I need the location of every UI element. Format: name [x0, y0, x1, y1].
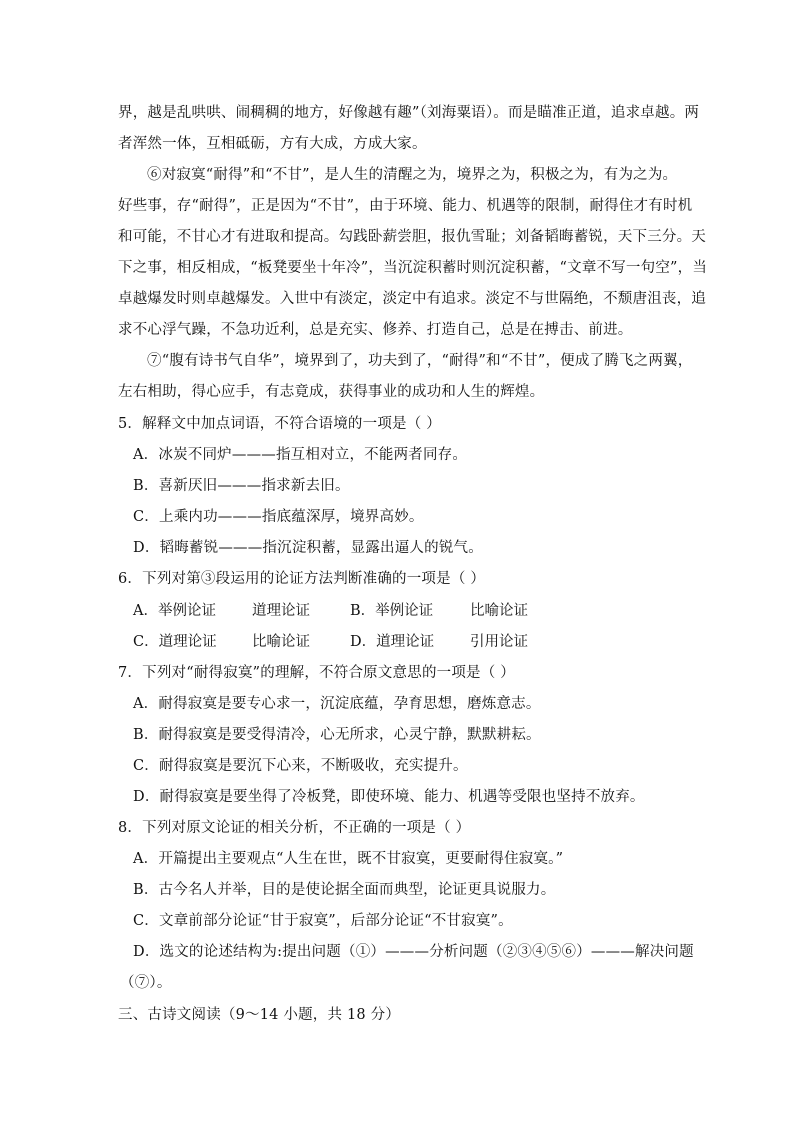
question-8-stem: 8．下列对原文论证的相关分析，不正确的一项是（ ） — [118, 820, 471, 836]
question-5-option-d: D．韬晦蓄锐———指沉淀积蓄，显露出逼人的锐气。 — [133, 540, 483, 556]
paragraph-6-start: ⑥对寂寞“耐得”和“不甘”，是人生的清醒之为，境界之为，积极之为，有为之为。 — [147, 167, 678, 183]
question-7-option-d: D．耐得寂寞是要坐得了冷板凳，即使环境、能力、机遇等受限也坚持不放弃。 — [133, 789, 645, 805]
passage-line: 左右相助，得心应手，有志竟成，获得事业的成功和人生的辉煌。 — [118, 384, 545, 400]
question-6-option-c-second: 比喻论证 — [252, 634, 310, 650]
question-8-option-d: D．选文的论述结构为:提出问题（①）———分析问题（②③④⑤⑥）———解决问题 — [133, 944, 694, 960]
question-8-option-d-continued: （⑦）。 — [120, 975, 172, 991]
section-heading: 三、古诗文阅读（9～14 小题，共 18 分） — [118, 1007, 401, 1023]
question-7-option-b: B．耐得寂寞是要受得清冷，心无所求，心灵宁静，默默耕耘。 — [133, 727, 541, 743]
question-7-option-c: C．耐得寂寞是要沉下心来，不断吸收，充实提升。 — [133, 758, 468, 774]
passage-line: 卓越爆发时则卓越爆发。入世中有淡定，淡定中有追求。淡定不与世隔绝，不颓唐沮丧，追 — [118, 291, 706, 307]
question-8-option-a: A．开篇提出主要观点“人生在世，既不甘寂寞，更要耐得住寂寞。” — [133, 851, 564, 867]
passage-line: 好些事，存“耐得”，正是因为“不甘”，由于环境、能力、机遇等的限制，耐得住才有时机 — [118, 198, 693, 214]
question-5-option-b: B．喜新厌旧———指求新去旧。 — [133, 478, 350, 494]
question-7-stem: 7．下列对“耐得寂寞”的理解，不符合原文意思的一项是（ ） — [118, 665, 515, 681]
question-6-option-a: A．举例论证 — [133, 603, 216, 619]
question-5-option-c: C．上乘内功———指底蕴深厚，境界高妙。 — [133, 509, 424, 525]
question-8-option-b: B．古今名人并举，目的是使论据全面而典型，论证更具说服力。 — [133, 882, 556, 898]
question-6-option-d: D．道理论证 — [350, 634, 435, 650]
question-6-option-b: B．举例论证 — [350, 603, 434, 619]
passage-line: 界，越是乱哄哄、闹稠稠的地方，好像越有趣”（刘海粟语）。而是瞄准正道，追求卓越。两 — [118, 105, 700, 121]
question-6-option-d-second: 引用论证 — [470, 634, 528, 650]
question-6-option-a-second: 道理论证 — [252, 603, 310, 619]
question-7-option-a: A．耐得寂寞是要专心求一，沉淀底蕴，孕育思想，磨炼意志。 — [133, 696, 541, 712]
paragraph-7-start: ⑦“腹有诗书气自华”，境界到了，功夫到了，“耐得”和“不甘”，便成了腾飞之两翼， — [147, 353, 693, 369]
question-6-option-c: C．道理论证 — [133, 634, 217, 650]
question-6-option-b-second: 比喻论证 — [470, 603, 528, 619]
question-5-stem: 5．解释文中加点词语，不符合语境的一项是（ ） — [118, 416, 441, 432]
question-5-option-a: A．冰炭不同炉———指互相对立，不能两者同存。 — [133, 447, 468, 463]
passage-line: 求不心浮气躁，不急功近利，总是充实、修养、打造自己，总是在搏击、前进。 — [118, 322, 633, 338]
passage-line: 和可能，不甘心才有进取和提高。勾践卧薪尝胆，报仇雪耻；刘备韬晦蓄锐，天下三分。天 — [118, 229, 706, 245]
passage-line: 下之事，相反相成，“板凳要坐十年冷”，当沉淀积蓄时则沉淀积蓄，“文章不写一句空”，当 — [118, 260, 708, 276]
passage-line: 者浑然一体，互相砥砺，方有大成，方成大家。 — [118, 136, 427, 152]
question-8-option-c: C．文章前部分论证“甘于寂寞”，后部分论证“不甘寂寞”。 — [133, 913, 513, 929]
question-6-stem: 6．下列对第③段运用的论证方法判断准确的一项是（ ） — [118, 571, 486, 587]
